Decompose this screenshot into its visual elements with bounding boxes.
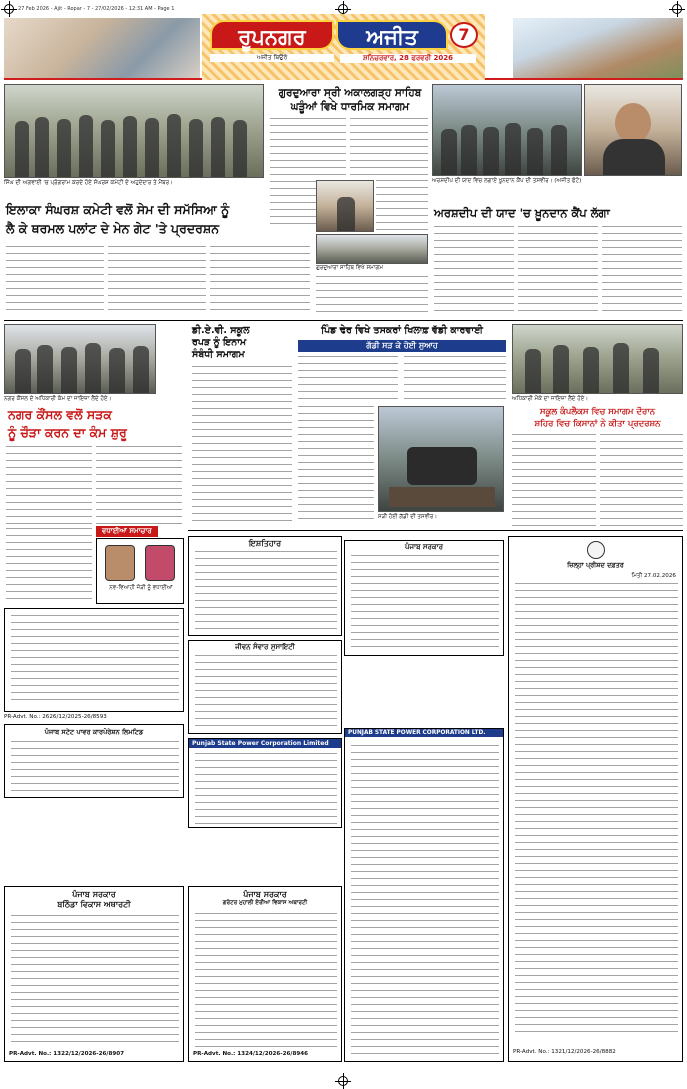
story3-photo-caption: ਅਰਸ਼ਦੀਪ ਦੀ ਯਾਦ ਵਿਚ ਲਗਾਏ ਖੂਨਦਾਨ ਕੈਂਪ ਦੀ ਤਸਵੀਰ। (ਅਜੀਤ ਫੋਟੋ)	[432, 178, 582, 184]
ad-ishtihar	[188, 536, 342, 636]
masthead-title: ਰੂਪਨਗਰ	[210, 20, 334, 50]
story6-text-col1b	[6, 528, 92, 604]
story7-photo	[512, 324, 683, 394]
registration-mark-right	[672, 4, 682, 14]
story4-text	[192, 366, 292, 526]
story3-text-col1	[434, 226, 514, 316]
ad-state-power	[4, 724, 184, 798]
story1-text-col4	[316, 276, 428, 316]
story1-headline-1: ਗੁਰਦੁਆਰਾ ਸ੍ਰੀ ਅਕਾਲਗੜ੍ਹ ਸਾਹਿਬ	[278, 87, 422, 99]
story1-headline-2: ਘੜੂੰਆਂ ਵਿਖੇ ਧਾਰਮਿਕ ਸਮਾਗਮ	[290, 101, 410, 113]
masthead-left-photo	[4, 18, 200, 78]
ad-tender-heading: ਜ਼ਿਲ੍ਹਾ ਪ੍ਰੀਸ਼ਦ ਦਫ਼ਤਰ	[567, 561, 624, 569]
wedding-caption: ਨਵ-ਵਿਆਹੀ ਜੋੜੀ ਨੂੰ ਵਧਾਈਆਂ	[109, 585, 173, 591]
story5-text-col3	[298, 406, 374, 524]
story2-text-col2	[108, 246, 206, 316]
ad-state-power-heading: ਪੰਜਾਬ ਸਟੇਟ ਪਾਵਰ ਕਾਰਪੋਰੇਸ਼ਨ ਲਿਮਟਿਡ	[44, 728, 144, 736]
print-slug: 27 Feb 2026 - Ajit - Ropar - 7 - 27/02/2026 - 12:31 AM - Page 1	[18, 6, 175, 12]
govt-emblem-icon	[587, 541, 605, 559]
story1-inset-photo	[316, 180, 374, 232]
story5-text-col2	[404, 356, 506, 404]
page-number: 7	[450, 22, 478, 48]
ad-punjab-govt-heading: ਪੰਜਾਬ ਸਰਕਾਰ	[404, 543, 443, 551]
masthead	[4, 14, 683, 80]
ad-punjab-state-power-heading: Punjab State Power Corporation Limited	[189, 739, 341, 748]
story7-headline-2: ਸ਼ਹਿਰ ਵਿਚ ਕਿਸਾਨਾਂ ਨੇ ਕੀਤਾ ਪ੍ਰਦਰਸ਼ਨ	[534, 419, 661, 429]
story7-text-col1	[512, 434, 596, 526]
story1-text-col3	[376, 180, 428, 230]
story5-tab: ਗੱਡੀ ਸੜ ਕੇ ਹੋਈ ਸੁਆਹ	[298, 340, 506, 352]
story7-headline-1: ਸਕੂਲ ਕੰਪਲੈਕਸ ਵਿਚ ਸਮਾਗਮ ਦੌਰਾਨ	[539, 407, 656, 417]
story5-photo-caption: ਸੜੀ ਹੋਈ ਗੱਡੀ ਦੀ ਤਸਵੀਰ।	[378, 514, 438, 520]
story3-text-col2	[518, 226, 598, 316]
masthead-right-photo	[513, 18, 683, 78]
story3-photo	[432, 84, 582, 176]
ad-center-notice	[344, 540, 504, 656]
ad-tender-footer: PR-Advt. No.: 1321/12/2026-26/8882	[513, 1049, 616, 1055]
ad-left-notice	[4, 608, 184, 712]
registration-mark-bottom	[338, 1076, 348, 1086]
story5-headline: ਪਿੰਡ ਢੇਰ ਵਿਖੇ ਤਸਕਰਾਂ ਖਿਲਾਫ਼ ਵੱਡੀ ਕਾਰਵਾਈ	[321, 325, 483, 336]
masthead-subtag: ਅਜੀਤ ਬਿਉਰੋ	[210, 54, 334, 62]
ad-drug-society	[188, 640, 342, 734]
masthead-brand: ਅਜੀਤ	[336, 20, 448, 50]
story6-headline-1: ਨਗਰ ਕੌਂਸਲ ਵਲੋਂ ਸੜਕ	[8, 407, 112, 422]
ad-psp-corp	[344, 728, 504, 1062]
ad-bathinda	[4, 886, 184, 1062]
ad-psp-corp-heading: PUNJAB STATE POWER CORPORATION LTD.	[345, 729, 503, 737]
story6-headline-2: ਨੂੰ ਚੌੜਾ ਕਰਨ ਦਾ ਕੰਮ ਸ਼ੁਰੂ	[8, 425, 127, 440]
story5-photo	[378, 406, 504, 512]
story4-headline-1: ਡੀ.ਏ.ਵੀ. ਸਕੂਲ	[192, 325, 250, 336]
ad-gmada-subheading: ਗਰੇਟਰ ਮੁਹਾਲੀ ਏਰੀਆ ਵਿਕਾਸ ਅਥਾਰਟੀ	[222, 900, 308, 906]
story6-photo	[4, 324, 156, 394]
portrait-photo	[584, 84, 682, 176]
ad-bathinda-heading: ਪੰਜਾਬ ਸਰਕਾਰ	[72, 890, 116, 899]
registration-mark-left	[4, 4, 14, 14]
story1-photo-caption: ਸਿੰਘ ਦੀ ਅਗਵਾਈ 'ਚ ਪ੍ਰੋਗਰਾਮ ਕਰਦੇ ਹੋਏ ਸੰਘਰਸ਼ ਕਮੇਟੀ ਦੇ ਅਹੁਦੇਦਾਰ ਤੇ ਮੈਂਬਰ।	[4, 180, 173, 186]
registration-mark-top	[338, 4, 348, 14]
story6-text-col1	[6, 446, 92, 524]
ad-tender-right	[508, 536, 683, 1062]
story1-side-caption: ਗੁਰਦੁਆਰਾ ਸਾਹਿਬ ਵਿਖੇ ਸਮਾਗਮ	[316, 265, 384, 271]
ad-ishtihar-heading: ਇਸ਼ਤਿਹਾਰ	[248, 539, 282, 548]
wedding-tab: ਵਧਾਈਆਂ ਸਮਾਚਾਰ	[96, 526, 158, 537]
story4-headline-3: ਸੰਬੰਧੀ ਸਮਾਗਮ	[192, 349, 245, 360]
story2-headline-1: ਇਲਾਕਾ ਸੰਘਰਸ਼ ਕਮੇਟੀ ਵਲੋਂ ਸੇਮ ਦੀ ਸਮੱਸਿਆ ਨੂੰ	[6, 202, 230, 217]
story2-text-col3	[210, 246, 310, 316]
story5-text-col1	[298, 356, 398, 404]
masthead-date: ਸ਼ਨਿਚਰਵਾਰ, 28 ਫਰਵਰੀ 2026	[340, 54, 476, 63]
ad-gmada-footer: PR-Advt. No.: 1324/12/2026-26/8946	[193, 1051, 309, 1057]
ad-bathinda-subheading: ਬਠਿੰਡਾ ਵਿਕਾਸ ਅਥਾਰਟੀ	[57, 900, 131, 909]
story1-photo	[4, 84, 264, 178]
divider-row2	[188, 530, 683, 531]
divider-row1	[4, 320, 683, 321]
ad-gmada	[188, 886, 342, 1062]
ad-punjab-state-power	[188, 738, 342, 828]
story2-headline-2: ਲੈ ਕੇ ਥਰਮਲ ਪਲਾਂਟ ਦੇ ਮੇਨ ਗੇਟ 'ਤੇ ਪ੍ਰਦਰਸ਼ਨ	[6, 221, 220, 236]
story3-text-col3	[602, 226, 682, 316]
footer-left-advt: PR-Advt. No.: 2626/12/2025-26/8593	[4, 714, 107, 720]
ad-tender-date: ਮਿਤੀ 27.02.2026	[631, 573, 676, 579]
story7-text-col2	[600, 434, 683, 526]
story6-photo-caption: ਨਗਰ ਕੌਂਸਲ ਦੇ ਅਧਿਕਾਰੀ ਕੰਮ ਦਾ ਜਾਇਜ਼ਾ ਲੈਂਦੇ ਹੋਏ।	[4, 396, 112, 402]
story1-bottom-photo	[316, 234, 428, 264]
ad-gmada-heading: ਪੰਜਾਬ ਸਰਕਾਰ	[243, 890, 287, 899]
wedding-box	[96, 538, 184, 604]
story6-text-col2	[96, 446, 182, 524]
story3-headline: ਅਰਸ਼ਦੀਪ ਦੀ ਯਾਦ 'ਚ ਖ਼ੂਨਦਾਨ ਕੈਂਪ ਲੱਗਾ	[434, 206, 610, 220]
story7-photo-caption: ਅਧਿਕਾਰੀ ਮੌਕੇ ਦਾ ਜਾਇਜ਼ਾ ਲੈਂਦੇ ਹੋਏ।	[512, 396, 589, 402]
story2-text-col1	[6, 246, 104, 316]
story1-text-col2	[350, 118, 428, 178]
ad-drug-heading: ਜੀਵਨ ਸੰਵਾਰ ਸੁਸਾਇਟੀ	[235, 643, 295, 651]
story4-headline-2: ਰਪੜ ਨੂੰ ਇਨਾਮ	[192, 337, 247, 348]
ad-bathinda-footer: PR-Advt. No.: 1322/12/2026-26/8907	[9, 1051, 125, 1057]
